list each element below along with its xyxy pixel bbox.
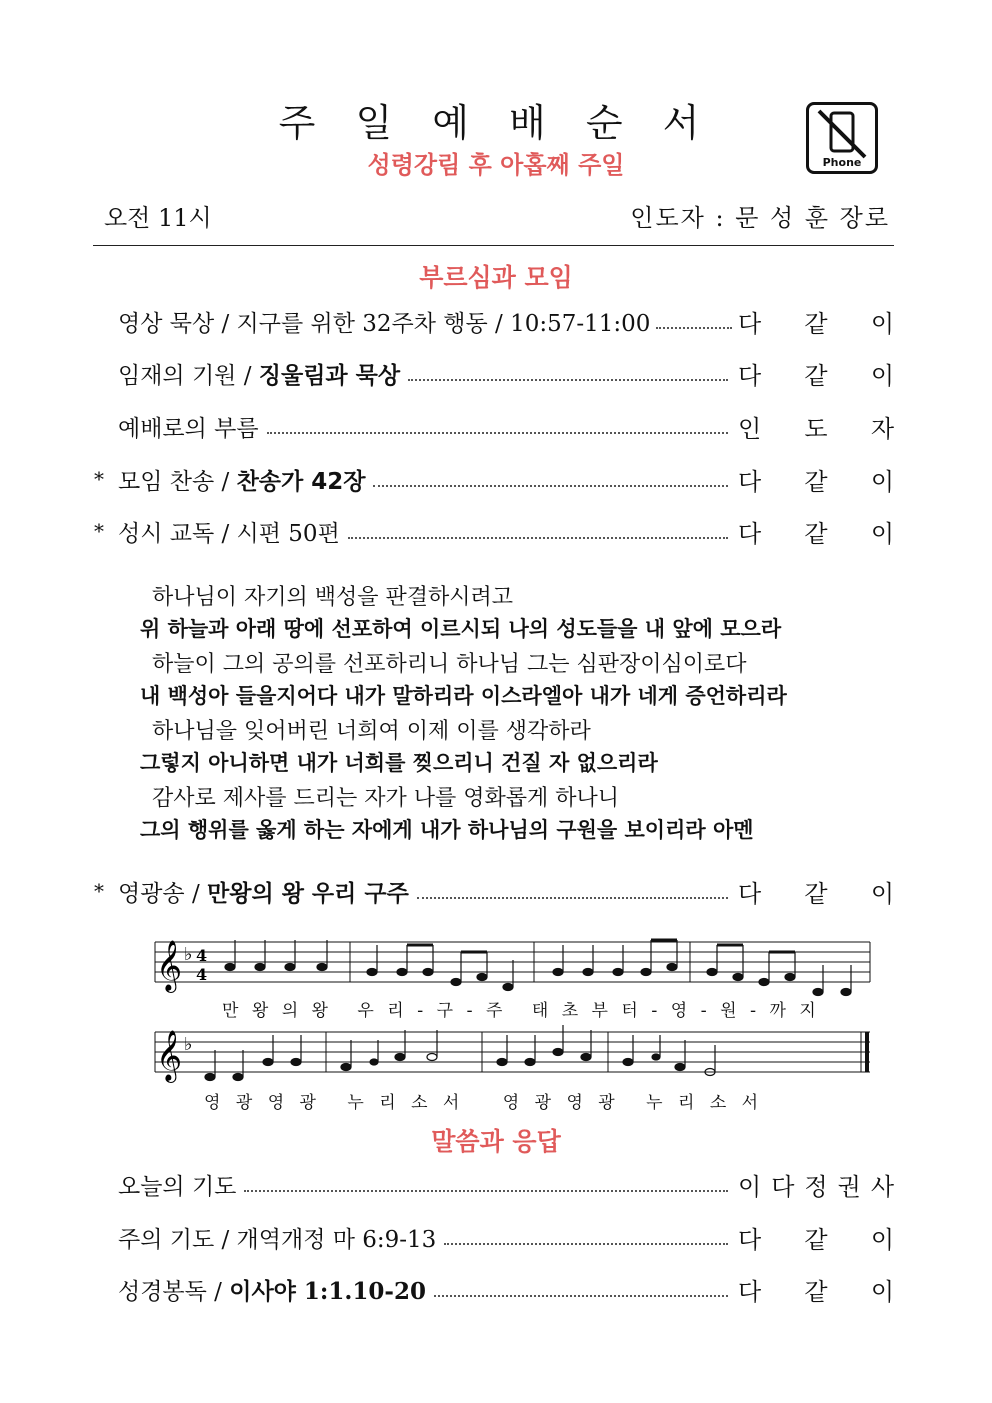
order-item-role: 다 같 이 [738, 309, 894, 338]
order-item-role: 다 같 이 [738, 879, 894, 908]
standing-mark: * [94, 879, 104, 903]
reading-leader-line: 하나님을 잊어버린 너희여 이제 이를 생각하라 [152, 719, 591, 744]
header-divider [93, 245, 894, 246]
phone-label: Phone [822, 156, 862, 169]
section-title-word: 말씀과 응답 [431, 1127, 561, 1156]
order-item [94, 462, 894, 496]
order-item [94, 1272, 894, 1306]
reading-congregation-line: 그렇지 아니하면 내가 너희를 찢으리니 건질 자 없으리라 [140, 751, 658, 775]
score-lyrics-line-1: 만 왕 의 왕 우 리 - 구 - 주 태 초 부 터 - 영 - 원 - 까 지 [222, 1001, 816, 1021]
order-item [94, 304, 894, 338]
order-item-label: 모임 찬송 / 찬송가 42장 [118, 468, 366, 495]
order-item-label: 영광송 / 만왕의 왕 우리 구주 [118, 880, 409, 907]
order-item [94, 356, 894, 390]
order-item-role: 다 같 이 [738, 519, 894, 548]
order-item-role: 이 다 정 권 사 [738, 1172, 894, 1201]
notes-line-1 [225, 940, 851, 996]
staff-line-2 [155, 1032, 870, 1072]
order-item [94, 409, 894, 443]
order-item-label: 영상 묵상 / 지구를 위한 32주차 행동 / 10:57-11:00 [118, 310, 651, 337]
worship-leader: 인도자 : 문 성 훈 장로 [630, 204, 890, 232]
page-title: 주 일 예 배 순 서 [278, 101, 714, 145]
treble-clef-icon: 𝄞 [156, 1030, 183, 1081]
score-lyrics-line-2: 영 광 영 광 누 리 소 서 영 광 영 광 누 리 소 서 [204, 1093, 759, 1113]
order-item [94, 1167, 894, 1201]
reading-leader-line: 하늘이 그의 공의를 선포하리니 하나님 그는 심판장이심이로다 [152, 652, 747, 677]
reading-congregation-line: 위 하늘과 아래 땅에 선포하여 이르시되 나의 성도들을 내 앞에 모으라 [140, 617, 782, 641]
order-item-label: 오늘의 기도 [118, 1173, 237, 1200]
order-item-label: 주의 기도 / 개역개정 마 6:9-13 [118, 1226, 437, 1253]
order-item-role: 다 같 이 [738, 361, 894, 390]
standing-mark: * [94, 519, 104, 543]
standing-mark: * [94, 467, 104, 491]
order-item-role: 다 같 이 [738, 1277, 894, 1306]
order-item-label: 예배로의 부름 [118, 415, 259, 442]
order-item-label: 성시 교독 / 시편 50편 [118, 520, 340, 547]
reading-congregation-line: 그의 행위를 옳게 하는 자에게 내가 하나님의 구원을 보이리라 아멘 [140, 818, 754, 842]
order-item-role: 다 같 이 [738, 1225, 894, 1254]
service-time: 오전 11시 [104, 204, 212, 232]
reading-leader-line: 감사로 제사를 드리는 자가 나를 영화롭게 하나니 [152, 786, 620, 811]
reading-congregation-line: 내 백성아 들을지어다 내가 말하리라 이스라엘아 내가 네게 증언하리라 [140, 684, 787, 708]
order-item-role: 인 도 자 [738, 414, 894, 443]
time-signature-top: 4 [196, 946, 208, 965]
order-item-label: 임재의 기원 / 징울림과 묵상 [118, 362, 401, 389]
flat-icon: ♭ [184, 1034, 193, 1055]
order-item-label: 성경봉독 / 이사야 1:1.10-20 [118, 1277, 426, 1305]
order-item-role: 다 같 이 [738, 467, 894, 496]
order-item [94, 514, 894, 548]
order-item [94, 1220, 894, 1254]
treble-clef-icon: 𝄞 [156, 940, 183, 991]
page-subtitle: 성령강림 후 아홉째 주일 [367, 151, 625, 179]
reading-leader-line: 하나님이 자기의 백성을 판결하시려고 [152, 585, 514, 610]
time-signature-bottom: 4 [196, 965, 208, 984]
section-title-gathering: 부르심과 모임 [419, 263, 573, 292]
no-phone-icon [806, 102, 878, 174]
flat-icon: ♭ [184, 944, 193, 965]
order-item-doxology [94, 874, 894, 908]
